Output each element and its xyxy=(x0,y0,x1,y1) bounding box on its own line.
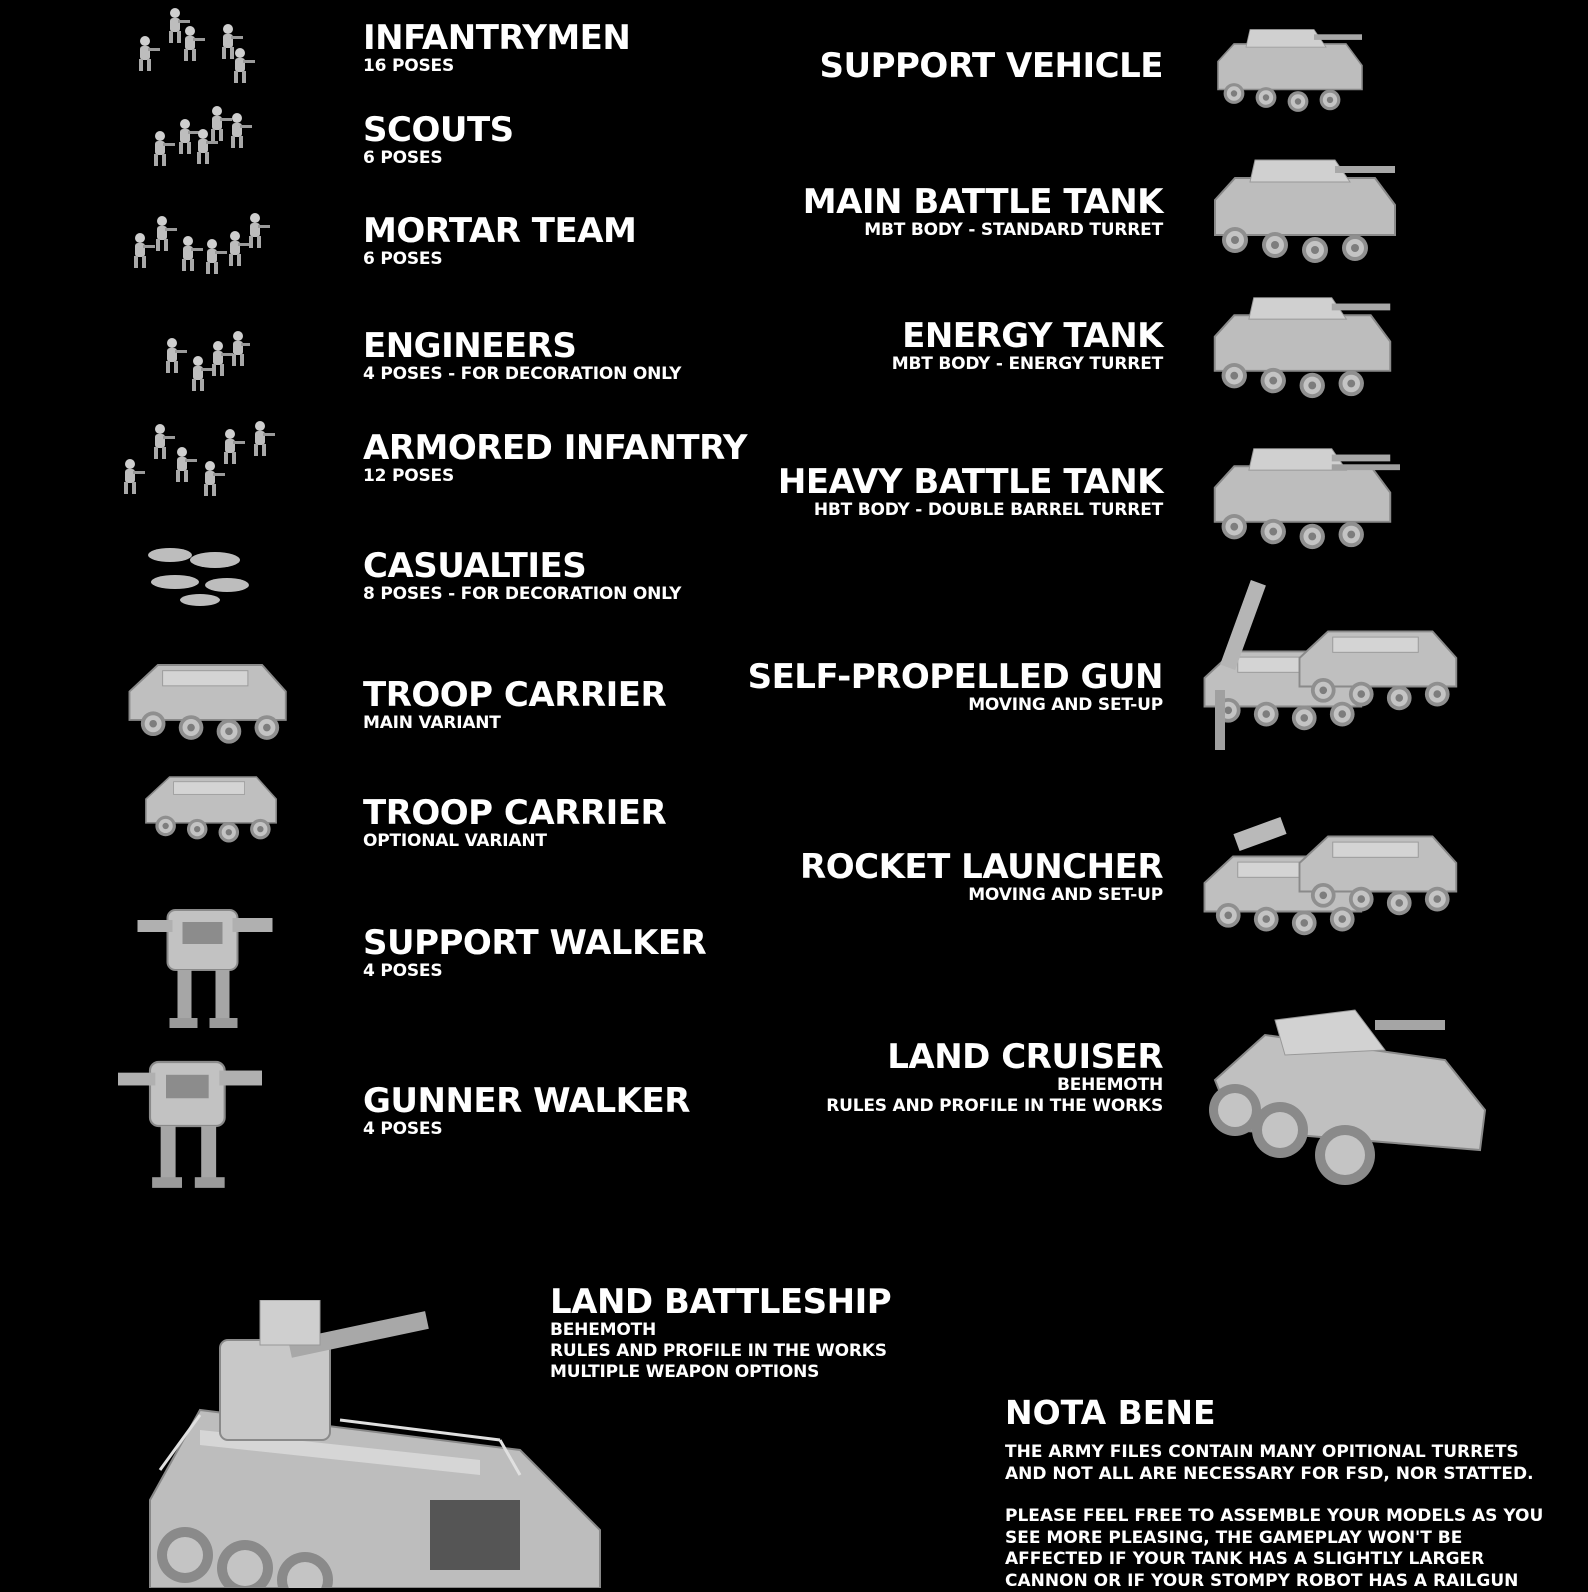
unit-title: INFANTRYMEN xyxy=(363,20,630,56)
unit-subtitle: 8 POSES - FOR DECORATION ONLY xyxy=(363,584,681,605)
land-battleship-model-image xyxy=(140,1300,610,1588)
unit-subtitle: MULTIPLE WEAPON OPTIONS xyxy=(550,1362,891,1383)
energy-tank-model-image xyxy=(1205,278,1400,410)
nota-bene-line: SEE MORE PLEASING, THE GAMEPLAY WON'T BE xyxy=(1005,1528,1565,1550)
unit-subtitle: 4 POSES - FOR DECORATION ONLY xyxy=(363,364,681,385)
unit-subtitle: 4 POSES xyxy=(363,1119,690,1140)
nota-bene-line: PLEASE FEEL FREE TO ASSEMBLE YOUR MODELS AS YOU xyxy=(1005,1506,1565,1528)
nota-bene-paragraph-1 xyxy=(1005,1442,1565,1485)
mortar-team-figures-image xyxy=(130,210,275,285)
unit-title: SELF-PROPELLED GUN xyxy=(748,659,1163,695)
unit-support-walker xyxy=(363,925,706,982)
unit-subtitle: 6 POSES xyxy=(363,148,514,169)
unit-mortar-team xyxy=(363,213,636,270)
unit-subtitle: OPTIONAL VARIANT xyxy=(363,831,666,852)
self-propelled-gun-model-image xyxy=(1195,580,1475,770)
unit-armored-infantry xyxy=(363,430,747,487)
unit-title: ARMORED INFANTRY xyxy=(363,430,747,466)
casualty-figures-image xyxy=(145,540,260,610)
unit-title: SUPPORT WALKER xyxy=(363,925,706,961)
unit-title: ROCKET LAUNCHER xyxy=(800,849,1163,885)
unit-subtitle: 12 POSES xyxy=(363,466,747,487)
unit-title: CASUALTIES xyxy=(363,548,681,584)
unit-subtitle: MAIN VARIANT xyxy=(363,713,666,734)
unit-scouts xyxy=(363,112,514,169)
support-vehicle-model-image xyxy=(1210,5,1370,130)
unit-land-battleship xyxy=(550,1284,891,1383)
troop-carrier-model-image xyxy=(120,645,300,757)
unit-title: SCOUTS xyxy=(363,112,514,148)
unit-title: MAIN BATTLE TANK xyxy=(803,184,1163,220)
nota-bene-paragraph-2 xyxy=(1005,1506,1565,1592)
unit-infantrymen xyxy=(363,20,630,77)
unit-heavy-battle-tank xyxy=(778,464,1163,521)
nota-bene-title: NOTA BENE xyxy=(1005,1395,1216,1431)
nota-bene-line: THE ARMY FILES CONTAIN MANY OPITIONAL TURRETS xyxy=(1005,1442,1565,1464)
unit-title: GUNNER WALKER xyxy=(363,1083,690,1119)
troop-carrier-optional-model-image xyxy=(138,758,288,856)
unit-subtitle: 16 POSES xyxy=(363,56,630,77)
main-battle-tank-model-image xyxy=(1205,140,1405,275)
nota-bene-line: CANNON OR IF YOUR STOMPY ROBOT HAS A RAILGUN xyxy=(1005,1571,1565,1592)
unit-subtitle: RULES AND PROFILE IN THE WORKS xyxy=(826,1096,1163,1117)
unit-rocket-launcher xyxy=(800,849,1163,906)
unit-energy-tank xyxy=(892,318,1163,375)
unit-subtitle: HBT BODY - DOUBLE BARREL TURRET xyxy=(778,500,1163,521)
unit-subtitle: RULES AND PROFILE IN THE WORKS xyxy=(550,1341,891,1362)
unit-title: MORTAR TEAM xyxy=(363,213,636,249)
unit-title: LAND CRUISER xyxy=(826,1039,1163,1075)
unit-support-vehicle xyxy=(819,48,1163,84)
unit-casualties xyxy=(363,548,681,605)
unit-subtitle: MOVING AND SET-UP xyxy=(800,885,1163,906)
unit-subtitle: BEHEMOTH xyxy=(826,1075,1163,1096)
rocket-launcher-model-image xyxy=(1195,815,1475,960)
unit-title: ENERGY TANK xyxy=(892,318,1163,354)
unit-main-battle-tank xyxy=(803,184,1163,241)
unit-self-propelled-gun xyxy=(748,659,1163,716)
nota-bene-line: AND NOT ALL ARE NECESSARY FOR FSD, NOR STATTED. xyxy=(1005,1464,1565,1486)
unit-title: LAND BATTLESHIP xyxy=(550,1284,891,1320)
nota-bene-line: AFFECTED IF YOUR TANK HAS A SLIGHTLY LARGER xyxy=(1005,1549,1565,1571)
unit-subtitle: 6 POSES xyxy=(363,249,636,270)
unit-engineers xyxy=(363,328,681,385)
unit-gunner-walker xyxy=(363,1083,690,1140)
unit-land-cruiser xyxy=(826,1039,1163,1117)
gunner-walker-model-image xyxy=(105,1030,275,1190)
unit-title: TROOP CARRIER xyxy=(363,677,666,713)
unit-title: ENGINEERS xyxy=(363,328,681,364)
scout-figures-image xyxy=(145,100,255,175)
unit-subtitle: MOVING AND SET-UP xyxy=(748,695,1163,716)
unit-troop-carrier-main xyxy=(363,677,666,734)
armored-infantry-figures-image xyxy=(120,418,280,508)
unit-title: TROOP CARRIER xyxy=(363,795,666,831)
unit-subtitle: MBT BODY - ENERGY TURRET xyxy=(892,354,1163,375)
unit-subtitle: MBT BODY - STANDARD TURRET xyxy=(803,220,1163,241)
infantry-figures-image xyxy=(130,5,260,90)
support-walker-model-image xyxy=(125,880,285,1030)
unit-troop-carrier-optional xyxy=(363,795,666,852)
land-cruiser-model-image xyxy=(1195,1000,1495,1200)
heavy-battle-tank-model-image xyxy=(1205,425,1400,565)
engineer-figures-image xyxy=(160,325,250,400)
unit-title: SUPPORT VEHICLE xyxy=(819,48,1163,84)
unit-title: HEAVY BATTLE TANK xyxy=(778,464,1163,500)
unit-subtitle: BEHEMOTH xyxy=(550,1320,891,1341)
unit-subtitle: 4 POSES xyxy=(363,961,706,982)
